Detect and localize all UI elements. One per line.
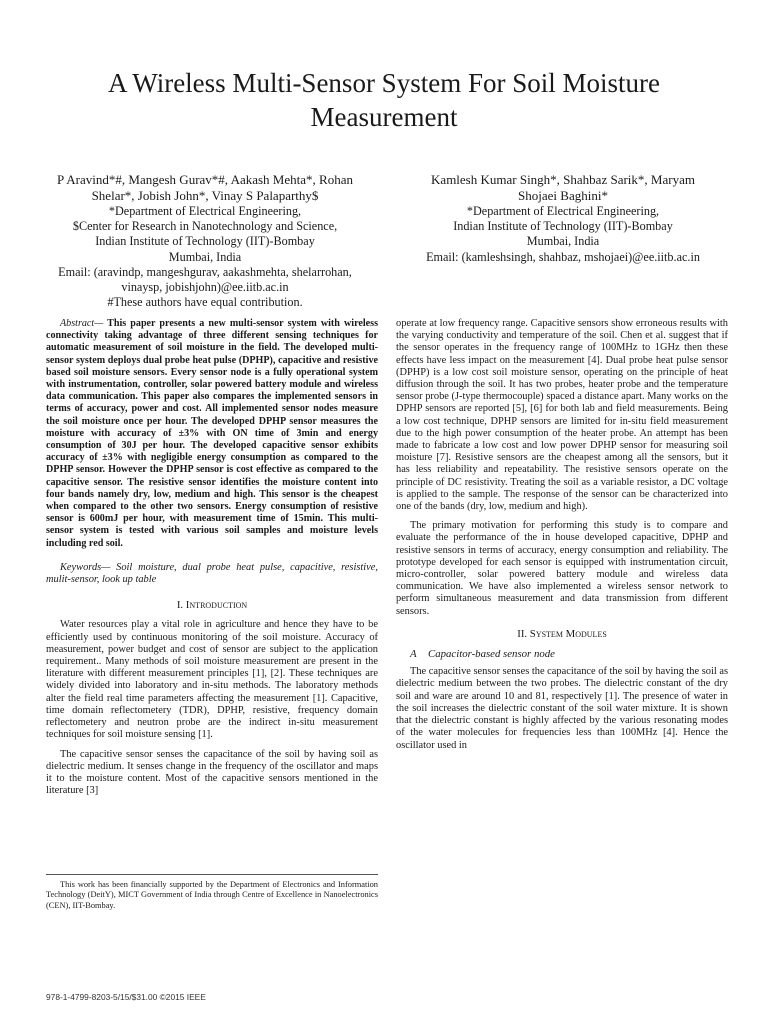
author-block-left <box>40 172 370 310</box>
funding-footnote: This work has been financially supported by the Department of Electronics and Information Technology (DeitY), MICT Government of India through Centre of Excellence in Nanoelectronics (CEN), IIT-Bombay. <box>46 874 378 911</box>
subsection-title: Capacitor-based sensor node <box>428 648 555 661</box>
body-paragraph: The capacitive sensor senses the capacitance of the soil by having the soil as dielectric medium between the two probes. The dielectric constant of the dry soil and ware are around 10 and 81, respectively [1]. The presence of water in the soil increases the dielectric constant of the soil water mixture. It is shown that the dielectric constant is highly affected by the various resonating modes of the water molecules for frequencies less than 100MHz [4]. Hence the oscillator used in <box>396 666 728 751</box>
author-names: Shelar*, Jobish John*, Vinay S Palaparthy$ <box>91 188 319 203</box>
right-column <box>396 318 728 759</box>
subsection-heading <box>410 648 728 660</box>
intro-paragraph: Water resources play a vital role in agriculture and hence they have to be efficiently used by continuous monitoring of the soil moisture. Accuracy of measurement, power budget and cost of sensor are subject to the application requirement.. Many methods of soil moisture measurement are present in the literature with different measurement principles [1], [2]. These techniques are widely divided into laboratory and in-situ methods. The laboratory methods alter the field real time parameters affecting the measurement [1]. Capacitive, time domain reflectometery (TDR), DPHP, resistive, frequency domain reflectometery and neutron probe are the indirect in-situ measurement techniques for soil moisture sensing [1]. <box>46 619 378 741</box>
author-email: vinaysp, jobishjohn)@ee.iitb.ac.in <box>121 280 289 295</box>
author-names: Kamlesh Kumar Singh*, Shahbaz Sarik*, Maryam <box>431 172 695 187</box>
author-names: Shojaei Baghini* <box>518 188 608 203</box>
author-block-right <box>398 172 728 265</box>
abstract <box>46 318 378 550</box>
affiliation: $Center for Research in Nanotechnology and Science, <box>72 219 338 234</box>
body-paragraph: operate at low frequency range. Capacitive sensors show erroneous results with the varying conductivity and temperature of the soil. Chen et al. suggest that if the sensor operates in the frequency range of 100MHz to 1GHz then these effects have less impact on the measurement [4]. Dual probe heat pulse sensor (DPHP) is a low cost soil moisture sensor, operating on the principle of heat diffusion through the soil. It has two probes, heater probe and the temperature sensor probe (J-type thermocouple) spaced a distance apart. Many works on the DPHP sensors are reported [5], [6] for both lab and field measurements. Being a low cost technique, DPHP sensors are limited for in-situ field measurement due to the high power consumption of the heater probe. An attempt has been made to fabricate a low cost and low power DPHP sensor for measuring soil moisture [7]. Resistive sensors are the cheapest among all the sensors, but it has less reliability and repeatability. The resistive sensors operate on the principle of DC resistivity. Treating the soil as a variable resistor, a DC voltage is applied to the sample. The response of the sensor can be characterized into one of the bands (dry, low, medium and high). <box>396 318 728 513</box>
left-column <box>46 318 378 804</box>
author-email: Email: (aravindp, mangeshgurav, aakashmehta, shelarrohan, <box>58 264 352 279</box>
affiliation: *Department of Electrical Engineering, <box>466 204 660 218</box>
section-heading-introduction: I. Introduction <box>176 599 248 612</box>
intro-paragraph: The capacitive sensor senses the capacitance of the soil by having soil as dielectric medium. It senses change in the frequency of the oscillator and maps it to the moisture content. Most of the capacitive sensors mentioned in the literature [3] <box>46 748 378 797</box>
keywords: Keywords— Soil moisture, dual probe heat pulse, capacitive, resistive, mulit-sensor, look up table <box>46 561 378 586</box>
affiliation: Indian Institute of Technology (IIT)-Bombay <box>453 219 673 234</box>
affiliation: *Department of Electrical Engineering, <box>108 204 302 218</box>
section-heading-system-modules: II. System Modules <box>517 627 607 640</box>
author-names: P Aravind*#, Mangesh Gurav*#, Aakash Mehta*, Rohan <box>57 172 353 187</box>
affiliation: Indian Institute of Technology (IIT)-Bombay <box>95 234 315 249</box>
abstract-label: Abstract— <box>60 318 104 329</box>
paper-title: A Wireless Multi-Sensor System For Soil Moisture Measurement <box>108 68 660 132</box>
copyright-footer: 978-1-4799-8203-5/15/$31.00 ©2015 IEEE <box>46 992 206 1002</box>
abstract-text: This paper presents a new multi-sensor system with wireless connectivity taking advantage of three different sensing techniques for automatic measurement of soil moisture in the field. The developed multi-sensor system deploys dual probe heat pulse (DPHP), capacitive and resistive based soil moisture sensors. Every sensor node is a fully operational system with instrumentation, controller, solar powered battery module and wireless data communication. This paper also compares the implemented sensors in terms of accuracy, power and cost. All implemented sensor nodes measure the soil moisture once per hour. The developed DPHP sensor measures the moisture with accuracy of ±3% with ON time of 3min and energy consumption of 30J per hour. The developed capacitive sensor exhibits accuracy of ±3% with negligible energy consumption as compared to the DPHP sensor. However the DPHP sensor is cost effective as compared to the capacitive sensor. The resistive sensor identifies the moisture content into four bands namely dry, low, medium and high. This sensor is the cheapest when compared to the other two sensors. Energy consumption of resistive sensor is 600mJ per hour, with measurement time of 15min. This multi-sensor system is tested with various soil samples and moisture levels including red soil. <box>46 318 378 549</box>
author-email: Email: (kamleshsingh, shahbaz, mshojaei)@ee.iitb.ac.in <box>426 249 700 264</box>
equal-contribution-note: #These authors have equal contribution. <box>107 295 303 310</box>
subsection-number: A <box>410 648 417 661</box>
affiliation: Mumbai, India <box>526 234 600 249</box>
affiliation: Mumbai, India <box>168 249 242 264</box>
body-paragraph: The primary motivation for performing this study is to compare and evaluate the performance of the in house developed capacitive, DPHP and resistive sensors in terms of accuracy, energy consumption and reliability. The prototype developed for each sensor is equipped with instrumentation circuit, micro-controller, solar powered battery module and wireless data communication. We have also implemented a wireless sensor network to perform simultaneous measurement and data transmission from different sensors. <box>396 520 728 617</box>
